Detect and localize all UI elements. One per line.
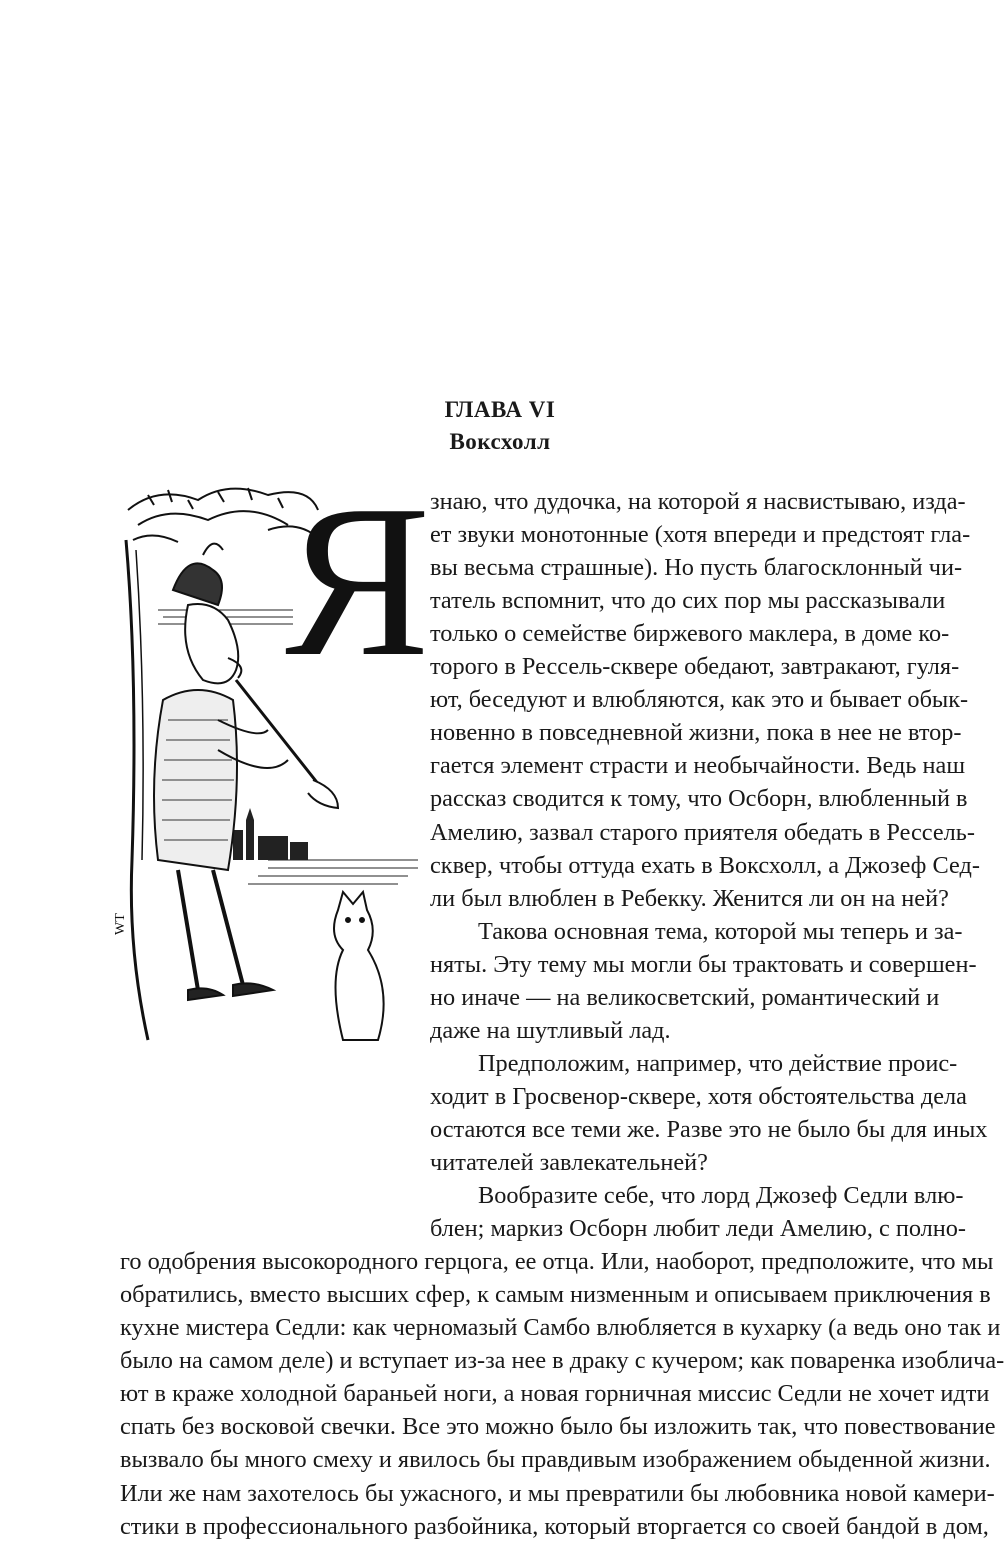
body-text-line: только о семействе биржевого маклера, в доме ко-: [430, 620, 950, 648]
body-text-line: ли был влюблен в Ребекку. Женится ли он на ней?: [430, 884, 949, 912]
body-text-line: го одобрения высокородного герцога, ее отца. Или, наоборот, предположите, что мы: [120, 1248, 994, 1276]
chapter-title: Воксхолл: [449, 429, 551, 454]
body-text-line: гается элемент страсти и необычайности. Ведь наш: [430, 752, 966, 780]
body-text-line: но иначе — на великосветский, романтический и: [430, 983, 940, 1011]
illustration-signature: WT: [113, 913, 128, 935]
body-text-line: ет звуки монотонные (хотя впереди и предстоят гла-: [430, 521, 971, 549]
body-text-line: стики в профессионального разбойника, который вторгается со своей бандой в дом,: [120, 1512, 989, 1540]
body-text-line: блен; маркиз Осборн любит леди Амелию, с полно-: [430, 1215, 967, 1243]
body-text-line: Вообразите себе, что лорд Джозеф Седли влю-: [478, 1182, 964, 1210]
body-text-line: вы весьма страшные). Но пусть благосклонный чи-: [430, 554, 963, 582]
body-text-line: ходит в Гросвенор-сквере, хотя обстоятельства дела: [430, 1082, 967, 1110]
body-text-line: торого в Рессель-сквере обедают, завтракают, гуля-: [430, 653, 960, 681]
body-text-line: вызвало бы много смеху и явилось бы правдивым изображением обыденной жизни.: [120, 1446, 991, 1474]
body-text-line: кухне мистера Седли: как черномазый Самбо влюбляется в кухарку (а ведь оно так и: [120, 1314, 1001, 1342]
body-text-line: остаются все теми же. Разве это не было бы для иных: [430, 1115, 988, 1143]
body-text-line: няты. Эту тему мы могли бы трактовать и совершен-: [430, 950, 977, 978]
body-text-line: сквер, чтобы оттуда ехать в Воксхолл, а Джозеф Сед-: [430, 851, 980, 879]
body-text-line: даже на шутливый лад.: [430, 1016, 671, 1044]
body-text-line: читателей завлекательней?: [430, 1149, 708, 1176]
body-text-line: было на самом деле) и вступает из-за нее в драку с кучером; как поваренка изоблича-: [120, 1347, 1004, 1375]
body-text-line: спать без восковой свечки. Все это можно было бы изложить так, что повествование: [120, 1413, 996, 1441]
chapter-number: ГЛАВА VI: [444, 397, 556, 422]
body-text-line: татель вспомнит, что до сих пор мы рассказывали: [430, 587, 946, 615]
drop-cap: Я: [285, 461, 431, 702]
body-text-line: обратились, вместо высших сфер, к самым низменным и описываем приключения в: [120, 1281, 991, 1309]
body-text-line: Амелию, зазвал старого приятеля обедать в Рессель-: [430, 818, 975, 846]
distant-town: [233, 808, 308, 860]
body-text-line: Или же нам захотелось бы ужасного, и мы превратили бы любовника новой камери-: [120, 1479, 995, 1507]
body-text-line: рассказ сводится к тому, что Осборн, влюбленный в: [430, 785, 968, 813]
body-text-line: новенно в повседневной жизни, пока в нее не втор-: [430, 719, 962, 747]
body-text-line: Такова основная тема, которой мы теперь и за-: [478, 917, 963, 945]
cat-figure: [334, 892, 384, 1040]
tree-trunk: [126, 540, 148, 1040]
body-text-line: ют, беседуют и влюбляются, как это и бывает обык-: [430, 686, 969, 714]
body-text-line: Предположим, например, что действие проис-: [478, 1049, 958, 1077]
body-text-line: ют в краже холодной бараньей ноги, а новая горничная миссис Седли не хочет идти: [120, 1380, 990, 1408]
body-text-line: знаю, что дудочка, на которой я насвистываю, изда-: [430, 488, 966, 515]
